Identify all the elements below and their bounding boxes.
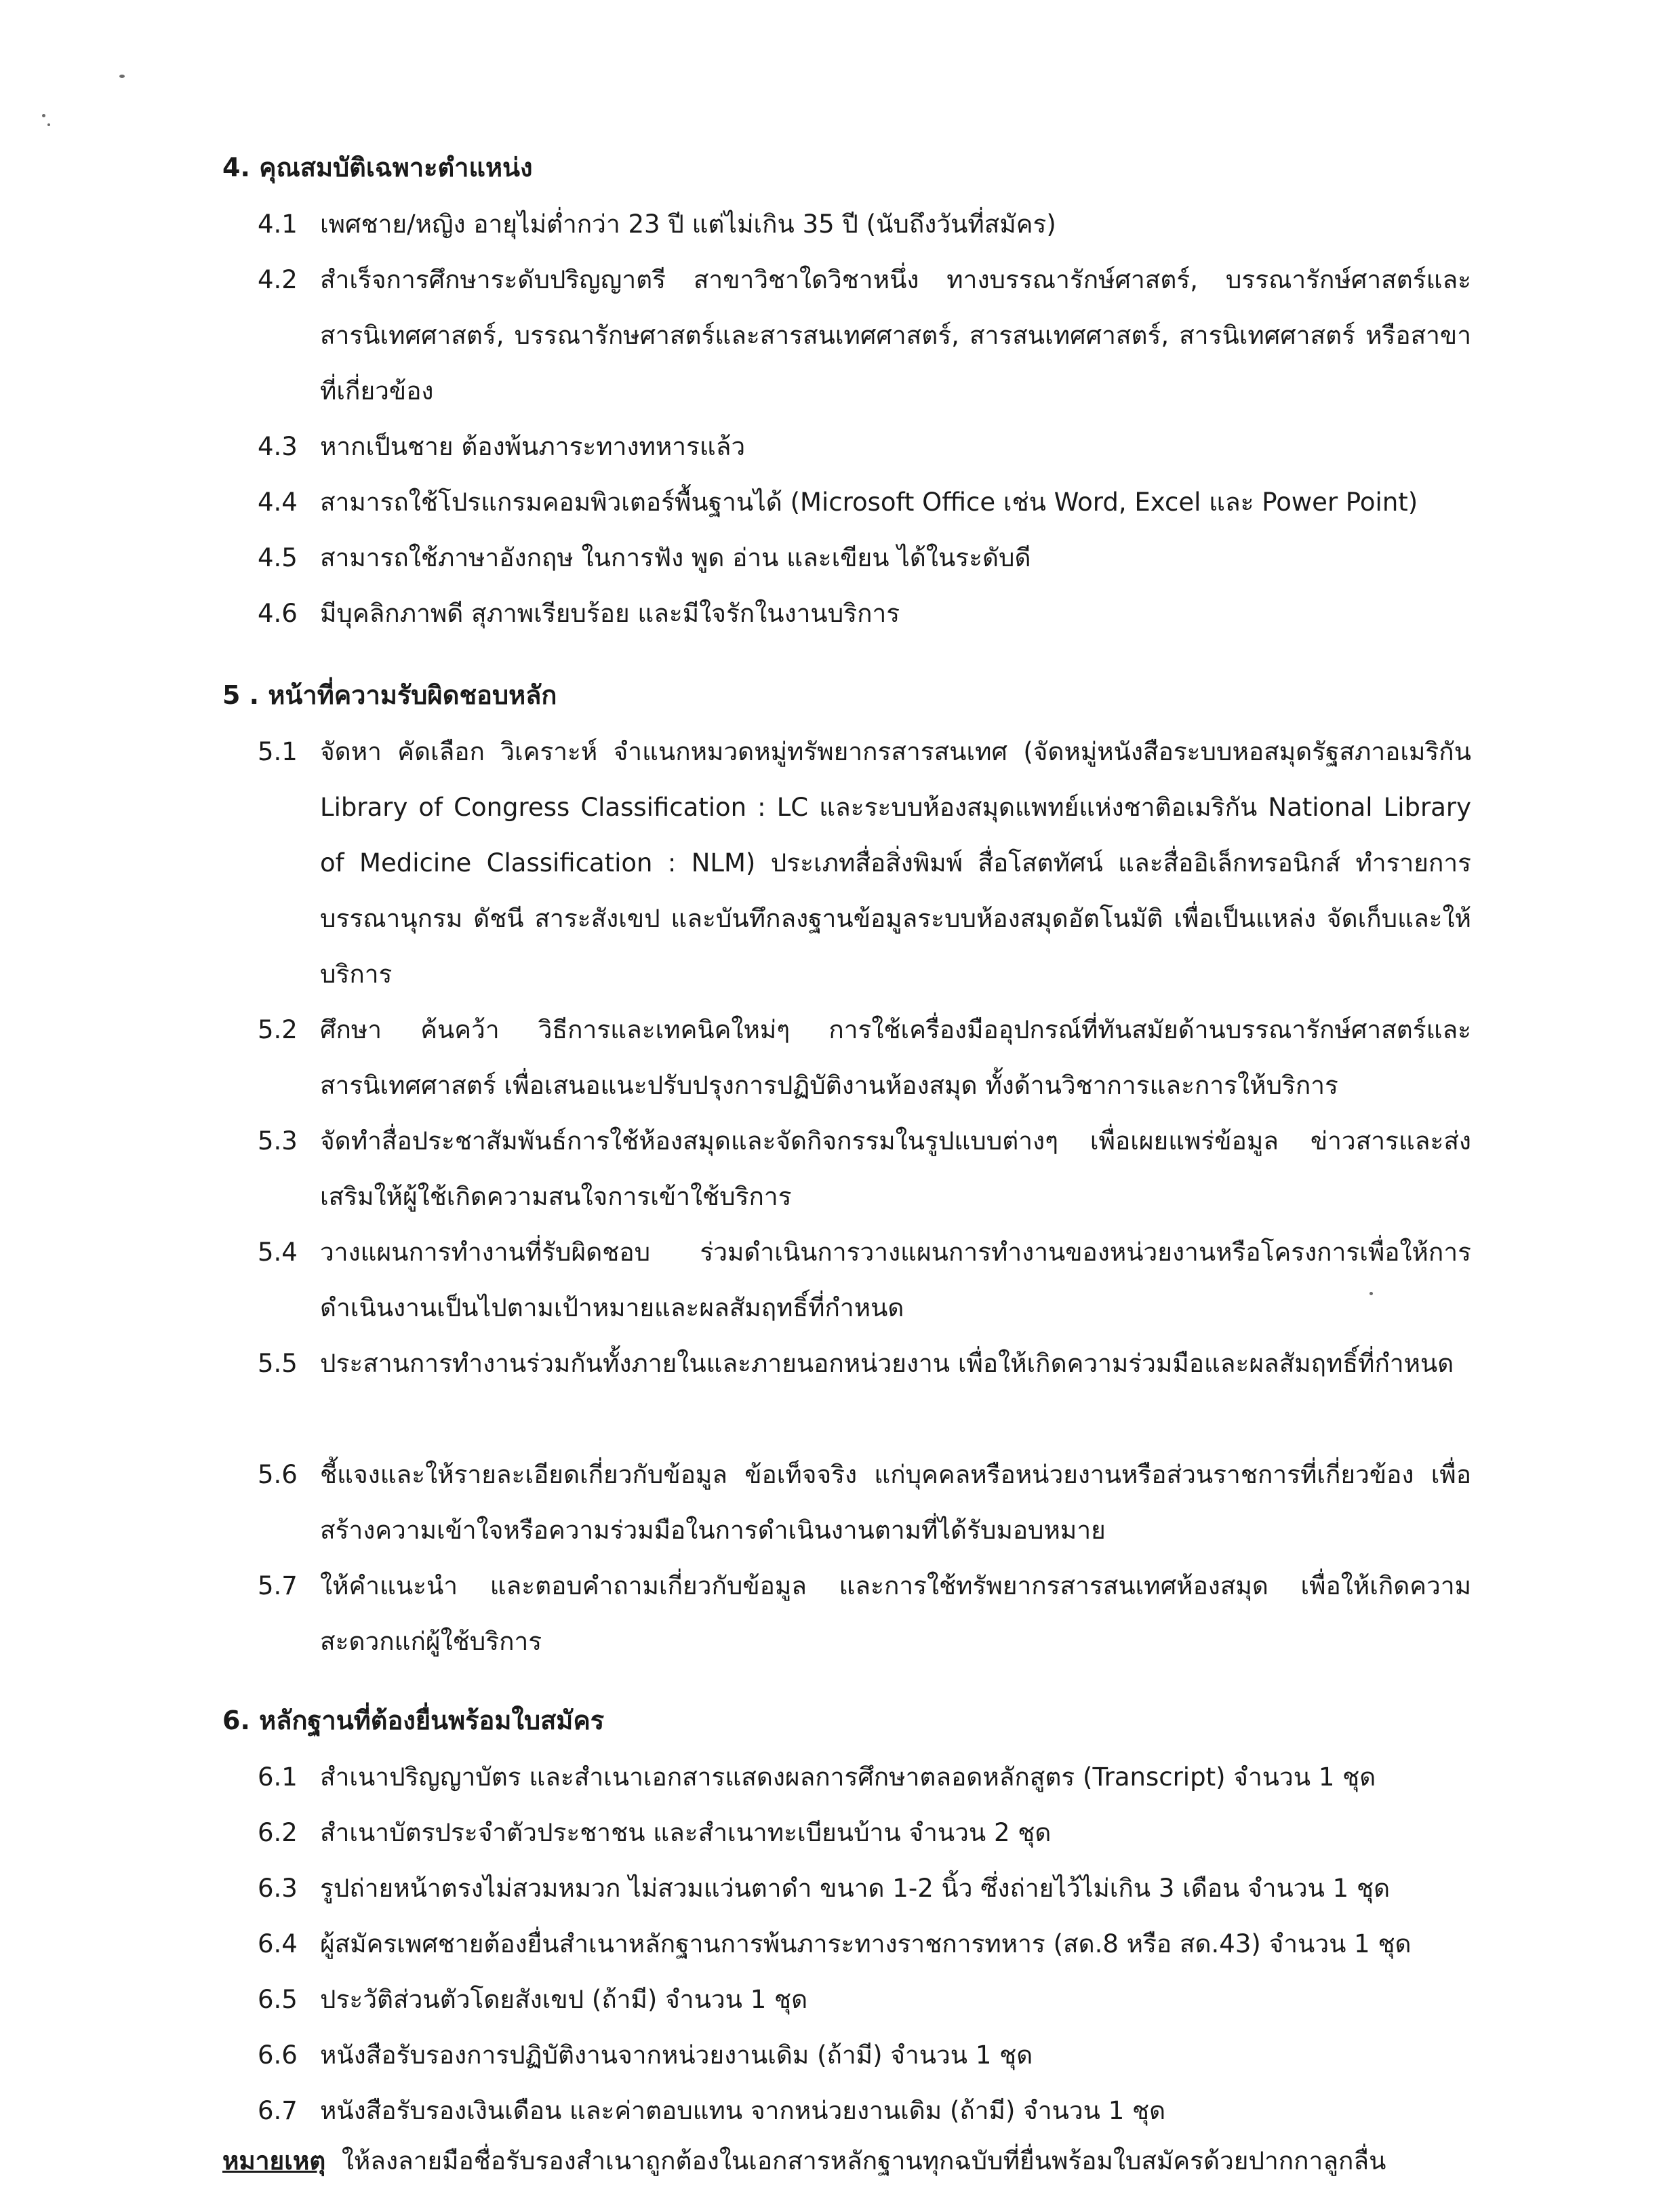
item-number: 6.4: [258, 1929, 298, 1958]
list-item: [258, 1916, 1471, 1972]
item-text: หากเป็นชาย ต้องพ้นภาระทางทหารแล้ว: [320, 432, 746, 461]
item-number: 6.3: [258, 1874, 298, 1903]
item-text: รูปถ่ายหน้าตรงไม่สวมหมวก ไม่สวมแว่นตาดำ ขนาด 1-2 นิ้ว ซึ่งถ่ายไว้ไม่เกิน 3 เดือน จำนวน 1 ชุด: [320, 1874, 1391, 1903]
list-item: [258, 2028, 1471, 2083]
item-text: สำเนาปริญญาบัตร และสำเนาเอกสารแสดงผลการศึกษาตลอดหลักสูตร (Transcript) จำนวน 1 ชุด: [320, 1762, 1376, 1792]
item-text: สำเนาบัตรประจำตัวประชาชน และสำเนาทะเบียนบ้าน จำนวน 2 ชุด: [320, 1818, 1052, 1847]
list-item: [258, 1861, 1471, 1916]
item-text: ให้คำแนะนำ และตอบคำถามเกี่ยวกับข้อมูล และการใช้ทรัพยากรสารสนเทศห้องสมุด เพื่อให้เกิดความสะดวกแก่ผู้ใช้บริการ: [320, 1571, 1471, 1656]
item-text: สำเร็จการศึกษาระดับปริญญาตรี สาขาวิชาใดวิชาหนึ่ง ทางบรรณารักษ์ศาสตร์, บรรณารักษ์ศาสตร์และสารนิเทศศาสตร์, บรรณารักษศาสตร์และสารสนเทศศาสตร์, สารสนเทศศาสตร์, สารนิเทศศาสตร์ หรือสาขาที่เกี่ยวข้อง: [320, 265, 1471, 406]
item-number: 5.1: [258, 737, 298, 766]
note-text: ให้ลงลายมือชื่อรับรองสำเนาถูกต้องในเอกสารหลักฐานทุกฉบับที่ยื่นพร้อมใบสมัครด้วยปากกาลูกลื่น: [341, 2146, 1386, 2175]
list-item: [258, 1225, 1471, 1336]
list-item: [258, 475, 1471, 530]
item-number: 6.1: [258, 1762, 298, 1792]
item-text: ประสานการทำงานร่วมกันทั้งภายในและภายนอกหน่วยงาน เพื่อให้เกิดความร่วมมือและผลสัมฤทธิ์ที่กำหนด: [320, 1349, 1454, 1378]
list-item: [258, 1002, 1471, 1113]
item-number: 4.4: [258, 488, 298, 517]
scan-speck: [47, 123, 50, 126]
section-heading: 5 . หน้าที่ความรับผิดชอบหลัก: [222, 680, 557, 710]
scan-speck: [42, 114, 45, 117]
item-number: 4.3: [258, 432, 298, 461]
list-item: [258, 1750, 1471, 1805]
scan-speck: [119, 75, 125, 78]
item-number: 4.1: [258, 210, 298, 239]
list-item: [258, 530, 1471, 586]
item-number: 5.2: [258, 1015, 298, 1044]
list-item: [258, 1805, 1471, 1861]
list-item: [258, 252, 1471, 419]
item-text: ผู้สมัครเพศชายต้องยื่นสำเนาหลักฐานการพ้นภาระทางราชการทหาร (สด.8 หรือ สด.43) จำนวน 1 ชุด: [320, 1929, 1412, 1958]
list-item: [258, 1972, 1471, 2028]
item-text: ประวัติส่วนตัวโดยสังเขป (ถ้ามี) จำนวน 1 ชุด: [320, 1985, 808, 2014]
item-text: ศึกษา ค้นคว้า วิธีการและเทคนิคใหม่ๆ การใช้เครื่องมืออุปกรณ์ที่ทันสมัยด้านบรรณารักษ์ศาสตร์และสารนิเทศศาสตร์ เพื่อเสนอแนะปรับปรุงการปฏิบัติงานห้องสมุด ทั้งด้านวิชาการและการให้บริการ: [320, 1015, 1471, 1100]
item-number: 5.4: [258, 1238, 298, 1267]
item-text: จัดหา คัดเลือก วิเคราะห์ จำแนกหมวดหมู่ทรัพยากรสารสนเทศ (จัดหมู่หนังสือระบบหอสมุดรัฐสภาอเมริกัน Library of Congress Classification : LC และระบบห้องสมุดแพทย์แห่งชาติอเมริกัน National Library of Medicine Classification : NLM) ประเภทสื่อสิ่งพิมพ์ สื่อโสตทัศน์ และสื่ออิเล็กทรอนิกส์ ทำรายการบรรณานุกรม ดัชนี สาระสังเขป และบันทึกลงฐานข้อมูลระบบห้องสมุดอัตโนมัติ เพื่อเป็นแหล่ง จัดเก็บและให้บริการ: [320, 737, 1471, 989]
item-text: จัดทำสื่อประชาสัมพันธ์การใช้ห้องสมุดและจัดกิจกรรมในรูปแบบต่างๆ เพื่อเผยแพร่ข้อมูล ข่าวสารและส่งเสริมให้ผู้ใช้เกิดความสนใจการเข้าใช้บริการ: [320, 1126, 1471, 1211]
item-text: สามารถใช้โปรแกรมคอมพิวเตอร์พื้นฐานได้ (Microsoft Office เช่น Word, Excel และ Power Point): [320, 488, 1418, 517]
item-number: 4.6: [258, 599, 298, 628]
list-item: [258, 1336, 1471, 1447]
note-label: หมายเหตุ: [222, 2146, 326, 2175]
item-number: 5.7: [258, 1571, 298, 1600]
item-text: หนังสือรับรองการปฏิบัติงานจากหน่วยงานเดิม (ถ้ามี) จำนวน 1 ชุด: [320, 2040, 1033, 2070]
item-number: 4.5: [258, 543, 298, 572]
note: [222, 2133, 1436, 2189]
section-heading: 6. หลักฐานที่ต้องยื่นพร้อมใบสมัคร: [222, 1705, 605, 1735]
section-heading: 4. คุณสมบัติเฉพาะตำแหน่ง: [222, 153, 533, 182]
item-number: 6.5: [258, 1985, 298, 2014]
item-number: 5.3: [258, 1126, 298, 1156]
item-text: ชี้แจงและให้รายละเอียดเกี่ยวกับข้อมูล ข้อเท็จจริง แก่บุคคลหรือหน่วยงานหรือส่วนราชการที่เกี่ยวข้อง เพื่อสร้างความเข้าใจหรือความร่วมมือในการดำเนินงานตามที่ได้รับมอบหมาย: [320, 1460, 1471, 1545]
list-item: [258, 197, 1471, 252]
list-item: [258, 586, 1471, 642]
item-text: หนังสือรับรองเงินเดือน และค่าตอบแทน จากหน่วยงานเดิม (ถ้ามี) จำนวน 1 ชุด: [320, 2096, 1166, 2125]
item-number: 5.6: [258, 1460, 298, 1489]
item-number: 6.7: [258, 2096, 298, 2125]
list-item: [258, 1113, 1471, 1225]
item-text: มีบุคลิกภาพดี สุภาพเรียบร้อย และมีใจรักในงานบริการ: [320, 599, 900, 628]
list-item: [258, 1558, 1471, 1670]
item-number: 5.5: [258, 1349, 298, 1378]
item-number: 6.2: [258, 1818, 298, 1847]
item-text: เพศชาย/หญิง อายุไม่ต่ำกว่า 23 ปี แต่ไม่เกิน 35 ปี (นับถึงวันที่สมัคร): [320, 210, 1056, 239]
list-item: [258, 1447, 1471, 1558]
item-number: 6.6: [258, 2040, 298, 2070]
item-text: สามารถใช้ภาษาอังกฤษ ในการฟัง พูด อ่าน และเขียน ได้ในระดับดี: [320, 543, 1031, 572]
item-text: วางแผนการทำงานที่รับผิดชอบ ร่วมดำเนินการวางแผนการทำงานของหน่วยงานหรือโครงการเพื่อให้การดำเนินงานเป็นไปตามเป้าหมายและผลสัมฤทธิ์ที่กำหนด: [320, 1238, 1471, 1322]
list-item: [258, 419, 1471, 475]
list-item: [258, 724, 1471, 1002]
list-item: [258, 2083, 1471, 2139]
item-number: 4.2: [258, 265, 298, 294]
